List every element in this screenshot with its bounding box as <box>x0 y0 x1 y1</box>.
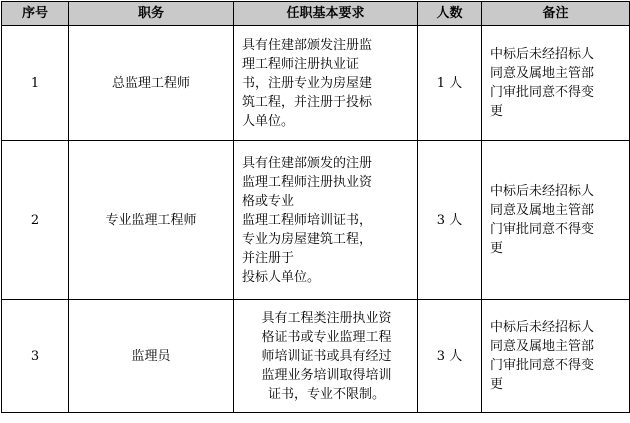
cell-requirements <box>234 300 418 413</box>
cell-no: 1 <box>2 26 69 141</box>
remark-line: 门审批同意不得变 <box>490 358 595 373</box>
cell-position: 专业监理工程师 <box>69 141 234 300</box>
requirement-line: 监理工程师培训证书， <box>242 212 373 228</box>
remark-line: 更 <box>490 377 504 392</box>
requirement-line: 书，注册专业为房屋建 <box>242 75 373 91</box>
cell-requirements <box>234 26 418 141</box>
cell-no: 3 <box>2 300 69 413</box>
requirement-line: 具有住建部颁发注册监 <box>242 37 373 53</box>
cell-remarks <box>482 26 630 141</box>
remark-line: 中标后未经招标人 <box>490 47 595 62</box>
requirement-line: 具有工程类注册执业资 <box>261 310 392 326</box>
remark-line: 中标后未经招标人 <box>490 184 595 199</box>
table-header-row <box>2 2 630 26</box>
table-row <box>2 26 630 141</box>
requirement-line: 监理业务培训取得培训 <box>261 367 392 383</box>
table-row <box>2 300 630 413</box>
header-remarks: 备注 <box>482 2 630 26</box>
remark-line: 中标后未经招标人 <box>490 320 595 335</box>
requirement-line: 格证书或专业监理工程 <box>261 329 392 345</box>
remark-line: 同意及属地主管部 <box>490 339 595 354</box>
cell-requirements <box>234 141 418 300</box>
header-count: 人数 <box>418 2 482 26</box>
requirement-line: 证书，专业不限制。 <box>267 386 385 402</box>
cell-count: 1 人 <box>418 26 482 141</box>
requirement-line: 人单位。 <box>242 113 295 129</box>
cell-position: 总监理工程师 <box>69 26 234 141</box>
remark-line: 更 <box>490 104 504 119</box>
requirement-line: 筑工程，并注册于投标 <box>242 94 373 110</box>
cell-remarks <box>482 300 630 413</box>
header-position: 职务 <box>69 2 234 26</box>
requirement-line: 专业为房屋建筑工程， <box>242 231 373 247</box>
cell-remarks <box>482 141 630 300</box>
requirement-line: 投标人单位。 <box>242 269 321 285</box>
remark-line: 更 <box>490 241 504 256</box>
remark-line: 同意及属地主管部 <box>490 203 595 218</box>
cell-no: 2 <box>2 141 69 300</box>
staffing-requirements-table <box>1 1 630 413</box>
cell-count: 3 人 <box>418 300 482 413</box>
requirement-line: 格或专业 <box>242 193 295 209</box>
header-requirements: 任职基本要求 <box>234 2 418 26</box>
requirement-line: 并注册于 <box>242 250 295 266</box>
requirement-line: 理工程师注册执业证 <box>242 56 360 72</box>
table-row <box>2 141 630 300</box>
cell-count: 3 人 <box>418 141 482 300</box>
remark-line: 门审批同意不得变 <box>490 85 595 100</box>
requirement-line: 师培训证书或具有经过 <box>261 348 392 364</box>
requirement-line: 监理工程师注册执业资 <box>242 174 373 190</box>
remark-line: 门审批同意不得变 <box>490 222 595 237</box>
header-no: 序号 <box>2 2 69 26</box>
cell-position: 监理员 <box>69 300 234 413</box>
requirement-line: 具有住建部颁发的注册 <box>242 155 373 171</box>
remark-line: 同意及属地主管部 <box>490 66 595 81</box>
